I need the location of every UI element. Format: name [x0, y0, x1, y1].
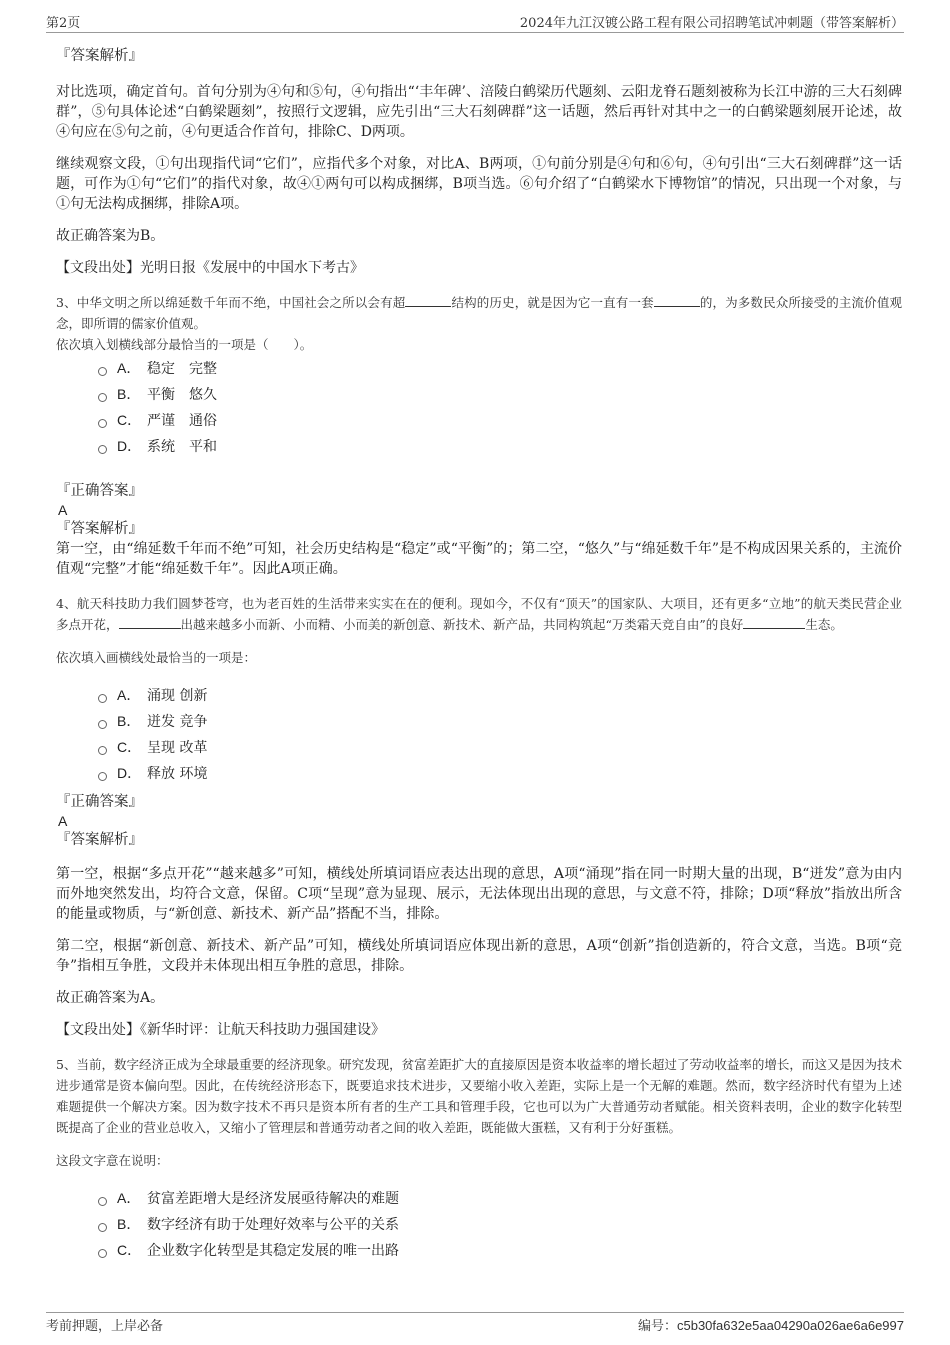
option-text: 企业数字化转型是其稳定发展的唯一出路	[147, 1243, 399, 1259]
option-key: B．	[117, 1216, 141, 1232]
radio-icon[interactable]	[98, 720, 107, 729]
q3-stem-part3: 的，为多数民众所接受的主流价值观念，即所谓的儒家价值观。	[56, 295, 902, 331]
page-number: 第2页	[46, 16, 81, 31]
prev-analysis-conclusion: 故正确答案为B。	[56, 228, 165, 244]
option-text: 平衡 悠久	[147, 387, 217, 403]
q5-stem: 5、当前，数字经济正成为全球最重要的经济现象。研究发现，贫富差距扩大的直接原因是资本收益率的增长超过了劳动收益率的增长，而这又是因为技术进步通常是资本偏向型。因此，在传统经济形态下，既要追求技术进步，又要缩小收入差距，实际上是一个无解的难题。然而，数字经济时代有望为上述难题提供一个解决方案。因为数字技术不再只是资本所有者的生产工具和管理手段，它也可以为广大普通劳动者赋能。相关资料表明，企业的数字化转型既提高了企业的营业总收入，又缩小了管理层和普通劳动者之间的收入差距，既能做大蛋糕，又有利于分好蛋糕。	[56, 1057, 902, 1135]
option-key: A．	[117, 687, 141, 703]
code-label: 编号：	[637, 1319, 677, 1334]
option-text: 涌现 创新	[147, 688, 208, 704]
q4-source	[56, 1020, 902, 1040]
radio-icon[interactable]	[98, 746, 107, 755]
prev-analysis-p1: 对比选项，确定首句。首句分别为④句和⑤句，④句指出“‘丰年碑’、涪陵白鹤梁历代题刻、云阳龙脊石题刻被称为长江中游的三大石刻碑群”，⑤句具体论述“白鹤梁题刻”，按照行文逻辑，应先引出“三大石刻碑群”这一话题，然后再针对其中之一的白鹤梁题刻展开论述，故④句应在⑤句之前，④句更适合作首句，排除C、D两项。	[56, 84, 902, 140]
option-key: D．	[117, 765, 142, 781]
option-key: A．	[117, 1190, 141, 1206]
q4-blank-2	[743, 614, 805, 629]
q3-blank-1	[405, 292, 451, 307]
option-key: D．	[117, 438, 142, 454]
q4-option-b[interactable]	[98, 708, 902, 734]
document-title: 2024年九江汉镀公路工程有限公司招聘笔试冲刺题（带答案解析）	[519, 16, 904, 31]
radio-icon[interactable]	[98, 445, 107, 454]
page-footer	[46, 1312, 904, 1335]
option-key: B．	[117, 713, 141, 729]
q5-instruction: 这段文字意在说明：	[56, 1153, 169, 1168]
option-key: C．	[117, 412, 142, 428]
option-text: 贫富差距增大是经济发展亟待解决的难题	[147, 1191, 399, 1207]
page-header	[46, 12, 904, 33]
q4-option-c[interactable]	[98, 734, 902, 760]
q4-options	[98, 682, 902, 786]
q3-option-c[interactable]	[98, 407, 902, 433]
q5-option-b[interactable]	[98, 1211, 902, 1237]
q5-option-c[interactable]	[98, 1237, 902, 1263]
q5-option-a[interactable]	[98, 1185, 902, 1211]
q4-stem-part2: 出越来越多小而新、小而精、小而美的新创意、新技术、新产品，共同构筑起“万类霜天竞自由”的良好	[180, 617, 744, 632]
radio-icon[interactable]	[98, 772, 107, 781]
source-text: 《新华时评：让航天科技助力强国建设》	[140, 1022, 385, 1038]
document-body	[56, 44, 902, 1263]
q3-stem	[56, 292, 902, 334]
document-code	[638, 1315, 904, 1335]
question-3	[56, 292, 902, 579]
q3-option-d[interactable]	[98, 433, 902, 459]
radio-icon[interactable]	[98, 694, 107, 703]
source-text: 光明日报《发展中的中国水下考古》	[140, 260, 364, 276]
q4-analysis-p1: 第一空，根据“多点开花”“越来越多”可知，横线处所填词语应表达出现的意思，A项“涌现”指在同一时期大量的出现，B“迸发”意为由内而外地突然发出，均符合文意，保留。C项“呈现”意为显现、展示，无法体现出出现的意思，与文意不符，排除；D项“释放”指放出所含的能量或物质，与“新创意、新技术、新产品”搭配不当，排除。	[56, 866, 902, 922]
q3-blank-2	[654, 292, 700, 307]
option-key: B．	[117, 386, 141, 402]
q3-answer: A	[58, 502, 68, 518]
radio-icon[interactable]	[98, 367, 107, 376]
q4-stem-part3: 生态。	[805, 617, 843, 632]
q4-answer: A	[58, 813, 68, 829]
option-text: 严谨 通俗	[147, 413, 217, 429]
analysis-label: 『答案解析』	[56, 832, 143, 848]
q3-options	[98, 355, 902, 459]
q4-blank-1	[119, 614, 181, 629]
option-key: C．	[117, 1242, 142, 1258]
radio-icon[interactable]	[98, 1197, 107, 1206]
q4-option-d[interactable]	[98, 760, 902, 786]
q3-option-b[interactable]	[98, 381, 902, 407]
q5-options	[98, 1185, 902, 1263]
q3-stem-part1: 3、中华文明之所以绵延数千年而不绝，中国社会之所以会有超	[56, 295, 406, 310]
q4-stem-part1: 4、航天科技助力我们圆梦苍穹，也为老百姓的生活带来实实在在的便利。现如今，不仅有“顶天”的国家队、大项目，还有更多“立地”的航天类民营企业多点开花，	[56, 596, 902, 632]
q4-stem	[56, 593, 902, 635]
q3-option-a[interactable]	[98, 355, 902, 381]
question-5	[56, 1054, 902, 1263]
q3-stem-part2: 结构的历史，就是因为它一直有一套	[451, 295, 654, 310]
radio-icon[interactable]	[98, 419, 107, 428]
q3-analysis: 第一空，由“绵延数千年而不绝”可知，社会历史结构是“稳定”或“平衡”的；第二空，“悠久”与“绵延数千年”是不构成因果关系的，主流价值观“完整”才能“绵延数千年”。因此A项正确。	[56, 541, 902, 577]
option-key: C．	[117, 739, 142, 755]
option-text: 释放 环境	[147, 766, 208, 782]
option-text: 稳定 完整	[147, 361, 217, 377]
q4-option-a[interactable]	[98, 682, 902, 708]
footer-slogan: 考前押题，上岸必备	[46, 1319, 164, 1334]
source-label: 【文段出处】	[56, 1022, 140, 1038]
q4-analysis-conclusion: 故正确答案为A。	[56, 990, 165, 1006]
radio-icon[interactable]	[98, 1249, 107, 1258]
code-value: c5b30fa632e5aa04290a026ae6a6e997	[676, 1318, 904, 1333]
option-text: 呈现 改革	[147, 740, 208, 756]
radio-icon[interactable]	[98, 393, 107, 402]
option-key: A．	[117, 360, 141, 376]
analysis-label: 『答案解析』	[56, 521, 143, 537]
prev-analysis-p2: 继续观察文段，①句出现指代词“它们”，应指代多个对象，对比A、B两项，①句前分别是④句和⑥句，④句引出“三大石刻碑群”这一话题，可作为①句“它们”的指代对象，故④①两句可以构成捆绑，B项当选。⑥句介绍了“白鹤梁水下博物馆”的情况，只出现一个对象，与①句无法构成捆绑，排除A项。	[56, 156, 902, 212]
option-text: 迸发 竞争	[147, 714, 208, 730]
option-text: 系统 平和	[147, 439, 217, 455]
prev-source	[56, 258, 902, 278]
question-4	[56, 593, 902, 1040]
analysis-label: 『答案解析』	[56, 48, 143, 64]
q4-analysis-p2: 第二空，根据“新创意、新技术、新产品”可知，横线处所填词语应体现出新的意思，A项“创新”指创造新的，符合文意，当选。B项“竞争”指相互争胜，文段并未体现出相互争胜的意思，排除。	[56, 938, 902, 974]
source-label: 【文段出处】	[56, 260, 140, 276]
correct-answer-label: 『正确答案』	[56, 794, 143, 810]
radio-icon[interactable]	[98, 1223, 107, 1232]
option-text: 数字经济有助于处理好效率与公平的关系	[147, 1217, 399, 1233]
q4-instruction: 依次填入画横线处最恰当的一项是：	[56, 650, 257, 665]
q3-instruction: 依次填入划横线部分最恰当的一项是（ ）。	[56, 337, 313, 352]
correct-answer-label: 『正确答案』	[56, 483, 143, 499]
